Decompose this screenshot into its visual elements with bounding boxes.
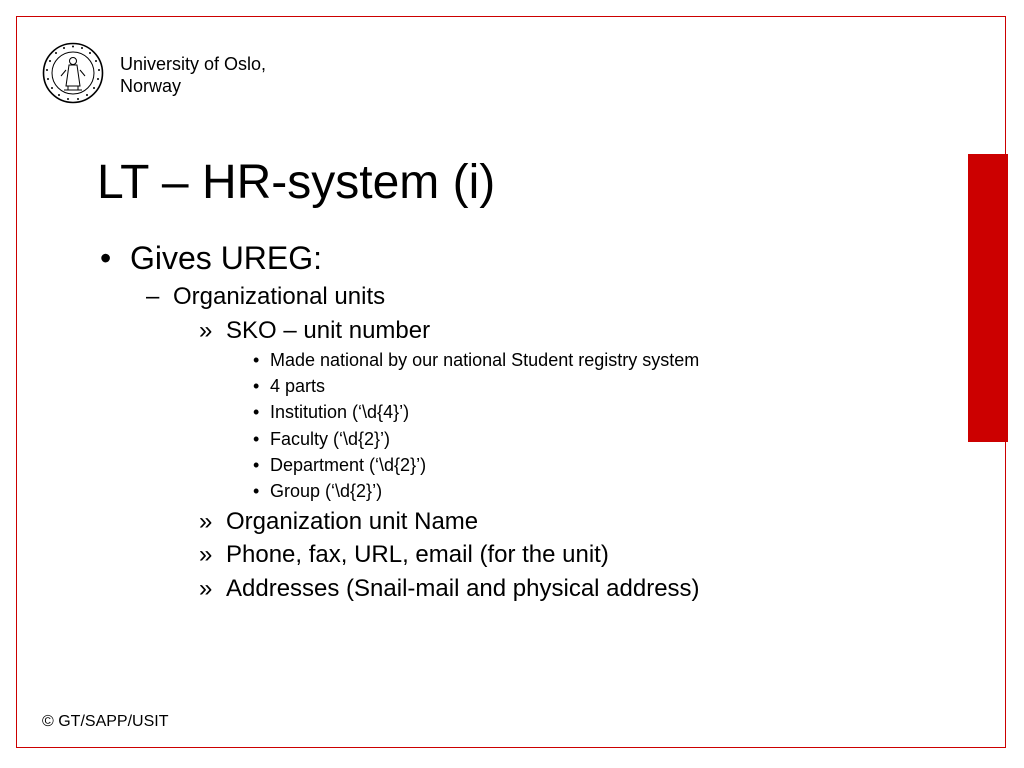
institution-name [120, 53, 266, 97]
bullet-text: Organizational units [173, 283, 386, 310]
bullet-text: Faculty (‘\d{2}’) [270, 429, 391, 449]
bullet-marker: • [100, 240, 112, 276]
bullet-text: Phone, fax, URL, email (for the unit) [226, 541, 609, 568]
bullet-text: Institution (‘\d{4}’) [270, 402, 410, 422]
bullet-text: Organization unit Name [226, 508, 479, 535]
bullet-marker: • [253, 402, 260, 422]
bullet-text: Group (‘\d{2}’) [270, 481, 383, 501]
university-seal-icon [42, 42, 104, 104]
guillemet-marker: » [199, 508, 213, 535]
bullet-text: Made national by our national Student registry system [270, 350, 700, 370]
bullet-text: Gives UREG: [130, 240, 323, 276]
guillemet-marker: » [199, 317, 213, 344]
bullet-marker: • [253, 455, 260, 475]
red-accent-bar [968, 154, 1008, 442]
institution-line-2: Norway [120, 76, 182, 96]
guillemet-marker: » [199, 541, 213, 568]
bullet-text: 4 parts [270, 376, 326, 396]
bullet-marker: • [253, 429, 260, 449]
dash-marker: – [146, 283, 160, 310]
slide-title: LT – HR-system (i) [97, 156, 496, 209]
institution-line-1: University of Oslo, [120, 54, 267, 74]
bullet-marker: • [253, 376, 260, 396]
bullet-marker: • [253, 350, 260, 370]
bullet-text: SKO – unit number [226, 317, 431, 344]
bullet-text: Addresses (Snail-mail and physical address) [226, 575, 700, 602]
slide-border-frame [16, 16, 1006, 748]
guillemet-marker: » [199, 575, 213, 602]
bullet-marker: • [253, 481, 260, 501]
copyright-footer: © GT/SAPP/USIT [42, 713, 169, 730]
bullet-text: Department (‘\d{2}’) [270, 455, 427, 475]
